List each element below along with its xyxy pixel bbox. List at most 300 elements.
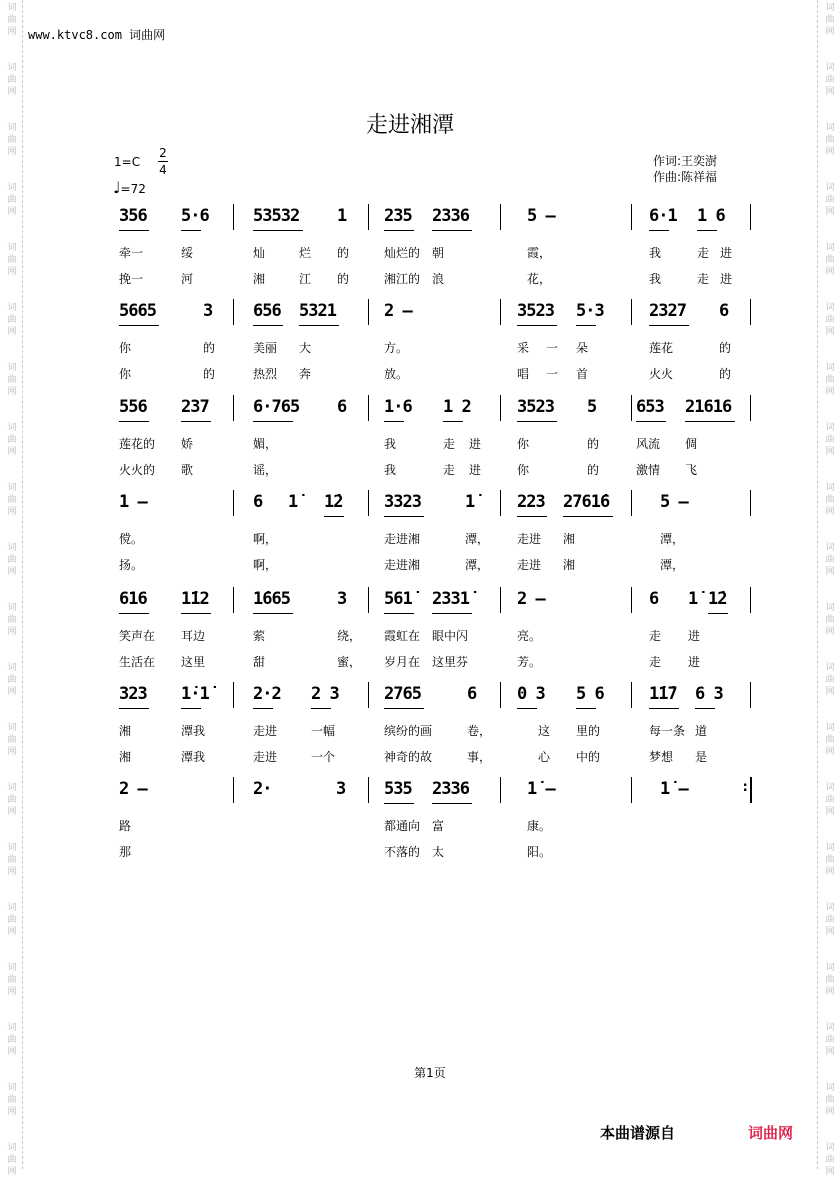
- lyric-verse-1: 潭，: [465, 532, 490, 546]
- quarter-note-icon: ♩: [113, 178, 121, 197]
- lyric-verse-2: 首: [576, 367, 589, 381]
- time-bottom: 4: [159, 163, 167, 177]
- lyric-verse-2: 中的: [576, 750, 601, 764]
- lyric-verse-2: 的: [203, 367, 216, 381]
- lyricist: 作词:王奕澍: [653, 154, 718, 168]
- watermark-text: 词 曲 网: [7, 963, 17, 997]
- lyric-verse-2: 心: [538, 750, 551, 764]
- note-group: 6·765: [253, 397, 300, 417]
- composer: 作曲:陈祥福: [653, 170, 718, 184]
- lyric-verse-1: 大: [299, 341, 312, 355]
- watermark-text: 词 曲 网: [7, 3, 17, 37]
- lyric-verse-2: 事，: [467, 750, 492, 764]
- note-group: 3523: [517, 397, 554, 417]
- beam-underline: [432, 613, 472, 614]
- beam-underline: [649, 325, 689, 326]
- bar-line: [368, 490, 369, 516]
- watermark-text: 词 曲 网: [825, 723, 835, 757]
- source-label: 本曲谱源自: [600, 1124, 676, 1142]
- note-group: 2765: [384, 684, 421, 704]
- lyric-verse-1: 眼中闪: [432, 629, 469, 643]
- lyric-verse-1: 走进: [253, 724, 278, 738]
- watermark-text: 词 曲 网: [7, 183, 17, 217]
- beam-underline: [517, 708, 537, 709]
- beam-underline: [517, 516, 547, 517]
- lyric-verse-1: 亮。: [517, 629, 542, 643]
- bar-line: [500, 490, 501, 516]
- lyric-verse-1: 啊，: [253, 532, 278, 546]
- watermark-text: 词 曲 网: [7, 663, 17, 697]
- watermark-text: 词 曲 网: [825, 363, 835, 397]
- lyric-verse-2: 奔: [299, 367, 312, 381]
- lyric-verse-1: 走: [443, 437, 456, 451]
- bar-line: [368, 777, 369, 803]
- bar-line: [233, 682, 234, 708]
- lyric-verse-1: 傥。: [119, 532, 144, 546]
- notation-line: [0, 293, 840, 333]
- lyric-verse-1: 美丽: [253, 341, 278, 355]
- beam-underline: [384, 708, 424, 709]
- bar-line: [750, 395, 751, 421]
- lyric-verse-2: 走: [649, 655, 662, 669]
- beam-underline: [119, 230, 149, 231]
- lyric-verse-2: 这里芬: [432, 655, 469, 669]
- lyric-verse-1: 走: [649, 629, 662, 643]
- lyric-verse-2: 潭，: [465, 558, 490, 572]
- note-group: 223: [517, 492, 545, 512]
- watermark-text: 词 曲 网: [825, 603, 835, 637]
- beam-underline: [563, 516, 613, 517]
- site-url[interactable]: www.ktvc8.com 词曲网: [28, 28, 166, 42]
- bar-line: [750, 682, 751, 708]
- note-group: 653: [636, 397, 664, 417]
- beam-underline: [517, 421, 557, 422]
- lyric-verse-2: 进: [469, 463, 482, 477]
- lyric-verse-2: 湘: [253, 272, 266, 286]
- bar-line: [368, 587, 369, 613]
- lyric-verse-2: 进: [688, 655, 701, 669]
- lyric-verse-1: 道: [695, 724, 708, 738]
- lyric-verse-2: 岁月在: [384, 655, 421, 669]
- watermark-text: 词 曲 网: [825, 123, 835, 157]
- note-group: 1̇12: [181, 589, 209, 609]
- bar-line: [750, 587, 751, 613]
- beam-underline: [253, 613, 293, 614]
- lyric-verse-2: 湘江的: [384, 272, 421, 286]
- credits: [653, 153, 717, 185]
- note-group: 616: [119, 589, 147, 609]
- beam-underline: [384, 613, 414, 614]
- watermark-text: 词 曲 网: [7, 423, 17, 457]
- notation-line: [0, 676, 840, 716]
- note-group: 6: [467, 684, 477, 704]
- watermark-text: 词 曲 网: [825, 303, 835, 337]
- lyric-verse-1: 潭我: [181, 724, 206, 738]
- beam-underline: [253, 708, 273, 709]
- lyric-verse-2: 走: [443, 463, 456, 477]
- note-group: 6: [719, 301, 729, 321]
- note-group: 2336: [432, 779, 469, 799]
- lyric-verse-1: 一: [546, 341, 559, 355]
- lyric-verse-2: 啊，: [253, 558, 278, 572]
- lyric-verse-1: 缤纷的画: [384, 724, 433, 738]
- beam-underline: [181, 613, 211, 614]
- lyric-verse-2: 扬。: [119, 558, 144, 572]
- lyric-verse-1: 每一条: [649, 724, 686, 738]
- lyric-verse-1: 莲花的: [119, 437, 156, 451]
- notation-line: [0, 581, 840, 621]
- beam-underline: [119, 325, 159, 326]
- lyric-verse-1: 路: [119, 819, 132, 833]
- lyric-verse-1: 这: [538, 724, 551, 738]
- lyric-verse-1: 进: [688, 629, 701, 643]
- note-group: 1 2: [443, 397, 471, 417]
- note-group: 5·6: [181, 206, 209, 226]
- watermark-text: 词 曲 网: [825, 1023, 835, 1057]
- note-group: 1 6: [697, 206, 725, 226]
- note-group: 5 6: [576, 684, 604, 704]
- lyric-verse-1: 倜: [685, 437, 698, 451]
- tempo-marking: [113, 178, 146, 197]
- watermark-text: 词 曲 网: [825, 843, 835, 877]
- bar-line: [750, 299, 751, 325]
- bar-line: [233, 204, 234, 230]
- lyric-verse-1: 我: [384, 437, 397, 451]
- lyric-verse-2: 你: [517, 463, 530, 477]
- note-group: 2761̇6: [563, 492, 610, 512]
- note-group: 53532: [253, 206, 300, 226]
- note-group: 1̇: [465, 492, 475, 512]
- bar-line: [368, 395, 369, 421]
- bar-line: [631, 204, 632, 230]
- lyric-verse-2: 不落的: [384, 845, 421, 859]
- note-group: 3: [337, 589, 347, 609]
- beam-underline: [384, 230, 414, 231]
- lyric-verse-2: 我: [649, 272, 662, 286]
- note-group: 1̇ –: [527, 779, 555, 799]
- lyric-verse-1: 娇: [181, 437, 194, 451]
- watermark-text: 词 曲 网: [7, 1143, 17, 1177]
- lyric-verse-2: 潭我: [181, 750, 206, 764]
- lyric-verse-2: 的: [587, 463, 600, 477]
- lyric-verse-1: 康。: [527, 819, 552, 833]
- lyric-verse-2: 阳。: [527, 845, 552, 859]
- watermark-text: 词 曲 网: [7, 543, 17, 577]
- lyric-verse-2: 芳。: [517, 655, 542, 669]
- lyric-verse-1: 采: [517, 341, 530, 355]
- lyric-verse-1: 牵一: [119, 246, 144, 260]
- bar-line: [233, 587, 234, 613]
- note-group: 6·1: [649, 206, 677, 226]
- beam-underline: [576, 325, 596, 326]
- lyric-verse-2: 浪: [432, 272, 445, 286]
- note-group: 1̇·1̇: [181, 684, 209, 704]
- watermark-text: 词 曲 网: [825, 663, 835, 697]
- lyric-verse-1: 走进: [517, 532, 542, 546]
- lyric-verse-1: 朵: [576, 341, 589, 355]
- page-number: 第1页: [414, 1066, 446, 1080]
- beam-underline: [253, 230, 303, 231]
- lyric-verse-1: 我: [649, 246, 662, 260]
- beam-underline: [517, 325, 557, 326]
- lyric-verse-1: 进: [720, 246, 733, 260]
- note-group: 6 3: [695, 684, 723, 704]
- beam-underline: [181, 421, 211, 422]
- watermark-text: 词 曲 网: [825, 543, 835, 577]
- note-group: 2·: [253, 779, 272, 799]
- lyric-verse-1: 绥: [181, 246, 194, 260]
- note-group: 3: [203, 301, 213, 321]
- lyric-verse-1: 湘: [119, 724, 132, 738]
- lyric-verse-2: 湘: [563, 558, 576, 572]
- watermark-text: 词 曲 网: [825, 1083, 835, 1117]
- watermark-text: 词 曲 网: [825, 1143, 835, 1177]
- lyric-verse-2: 潭，: [660, 558, 685, 572]
- lyric-verse-1: 你: [119, 341, 132, 355]
- note-group: 3: [336, 779, 346, 799]
- beam-underline: [119, 708, 149, 709]
- note-group: 2 –: [517, 589, 545, 609]
- lyric-verse-2: 火火的: [119, 463, 156, 477]
- notation-line: [0, 771, 840, 811]
- watermark-text: 词 曲 网: [7, 483, 17, 517]
- watermark-text: 词 曲 网: [825, 783, 835, 817]
- bar-line: [233, 777, 234, 803]
- watermark-text: 词 曲 网: [7, 843, 17, 877]
- note-group: 1 –: [119, 492, 147, 512]
- beam-underline: [576, 708, 596, 709]
- beam-underline: [181, 230, 201, 231]
- watermark-text: 词 曲 网: [7, 783, 17, 817]
- note-group: 656: [253, 301, 281, 321]
- lyric-verse-2: 花，: [527, 272, 552, 286]
- lyric-verse-1: 萦: [253, 629, 266, 643]
- time-signature: [158, 146, 168, 177]
- note-group: 5 –: [527, 206, 555, 226]
- note-group: 1·6: [384, 397, 412, 417]
- lyric-verse-1: 的: [337, 246, 350, 260]
- beam-underline: [253, 421, 293, 422]
- note-group: 1̇2: [708, 589, 727, 609]
- note-group: 1̇665: [253, 589, 290, 609]
- watermark-text: 词 曲 网: [7, 243, 17, 277]
- lyric-verse-2: 江: [299, 272, 312, 286]
- lyric-verse-1: 卷，: [467, 724, 492, 738]
- bar-line: [631, 299, 632, 325]
- lyric-verse-1: 走进湘: [384, 532, 421, 546]
- lyric-verse-1: 里的: [576, 724, 601, 738]
- lyric-verse-1: 湘: [563, 532, 576, 546]
- lyric-verse-1: 风流: [636, 437, 661, 451]
- watermark-text: 词 曲 网: [825, 903, 835, 937]
- lyric-verse-2: 唱: [517, 367, 530, 381]
- lyric-verse-2: 的: [719, 367, 732, 381]
- beam-underline: [384, 421, 404, 422]
- lyric-verse-2: 一个: [311, 750, 336, 764]
- note-group: 5665: [119, 301, 156, 321]
- key-signature: 1=C: [114, 155, 141, 169]
- beam-underline: [119, 613, 149, 614]
- tempo-value: =72: [120, 182, 146, 196]
- lyric-verse-2: 生活在: [119, 655, 156, 669]
- watermark-text: 词 曲 网: [825, 183, 835, 217]
- lyric-verse-1: 一幅: [311, 724, 336, 738]
- bar-line: [631, 490, 632, 516]
- beam-underline: [443, 421, 463, 422]
- lyric-verse-1: 你: [517, 437, 530, 451]
- lyric-verse-1: 富: [432, 819, 445, 833]
- note-group: 323: [119, 684, 147, 704]
- note-group: 535: [384, 779, 412, 799]
- time-top: 2: [159, 146, 167, 160]
- brand-logo[interactable]: 词曲网: [748, 1124, 794, 1142]
- beam-underline: [384, 803, 414, 804]
- lyric-verse-2: 甜: [253, 655, 266, 669]
- lyric-verse-2: 放。: [384, 367, 409, 381]
- lyric-verse-1: 霞虹在: [384, 629, 421, 643]
- lyric-verse-2: 太: [432, 845, 445, 859]
- lyric-verse-2: 那: [119, 845, 132, 859]
- bar-line: [750, 490, 751, 516]
- lyric-verse-1: 灿烂的: [384, 246, 421, 260]
- lyric-verse-2: 你: [119, 367, 132, 381]
- note-group: 0 3: [517, 684, 545, 704]
- bar-line: [631, 777, 632, 803]
- lyric-verse-2: 走进: [517, 558, 542, 572]
- bar-line: [750, 204, 751, 230]
- lyric-verse-1: 的: [203, 341, 216, 355]
- note-group: 21616: [685, 397, 732, 417]
- lyric-verse-2: 神奇的故: [384, 750, 433, 764]
- note-group: 1̇: [688, 589, 698, 609]
- watermark-text: 词 曲 网: [7, 63, 17, 97]
- lyric-verse-1: 的: [587, 437, 600, 451]
- note-group: 1: [337, 206, 347, 226]
- repeat-sign-icon: :: [741, 779, 749, 795]
- lyric-verse-2: 走: [697, 272, 710, 286]
- note-group: 5: [587, 397, 597, 417]
- lyric-verse-1: 莲花: [649, 341, 674, 355]
- note-group: 2327: [649, 301, 686, 321]
- bar-line: [500, 587, 501, 613]
- watermark-text: 词 曲 网: [825, 963, 835, 997]
- beam-underline: [384, 516, 424, 517]
- lyric-verse-1: 进: [469, 437, 482, 451]
- lyric-verse-2: 走进湘: [384, 558, 421, 572]
- watermark-text: 词 曲 网: [7, 303, 17, 337]
- bar-line: [500, 395, 501, 421]
- lyric-verse-2: 河: [181, 272, 194, 286]
- notation-line: [0, 484, 840, 524]
- watermark-text: 词 曲 网: [7, 723, 17, 757]
- beam-underline: [695, 708, 715, 709]
- lyric-verse-2: 走进: [253, 750, 278, 764]
- lyric-verse-2: 蜜，: [337, 655, 362, 669]
- lyric-verse-2: 热烈: [253, 367, 278, 381]
- note-group: 5·3: [576, 301, 604, 321]
- beam-underline: [253, 325, 283, 326]
- watermark-text: 词 曲 网: [825, 243, 835, 277]
- lyric-verse-2: 的: [337, 272, 350, 286]
- notation-line: [0, 198, 840, 238]
- watermark-text: 词 曲 网: [7, 1083, 17, 1117]
- lyric-verse-2: 这里: [181, 655, 206, 669]
- beam-underline: [432, 230, 472, 231]
- lyric-verse-1: 都通向: [384, 819, 421, 833]
- note-group: 2 –: [119, 779, 147, 799]
- lyric-verse-1: 朝: [432, 246, 445, 260]
- bar-line: [368, 682, 369, 708]
- note-group: 356: [119, 206, 147, 226]
- note-group: 2 –: [384, 301, 412, 321]
- bar-line: [233, 490, 234, 516]
- bar-line: [631, 587, 632, 613]
- beam-underline: [324, 516, 344, 517]
- note-group: 237: [181, 397, 209, 417]
- lyric-verse-2: 挽一: [119, 272, 144, 286]
- beam-underline: [636, 421, 666, 422]
- note-group: 6: [253, 492, 263, 512]
- lyric-verse-2: 谣，: [253, 463, 278, 477]
- note-group: 1̇1̇7: [649, 684, 677, 704]
- note-group: 6: [649, 589, 659, 609]
- lyric-verse-1: 烂: [299, 246, 312, 260]
- note-group: 2·2: [253, 684, 281, 704]
- watermark-text: 词 曲 网: [825, 3, 835, 37]
- lyric-verse-2: 梦想: [649, 750, 674, 764]
- bar-line: [500, 682, 501, 708]
- lyric-verse-2: 进: [720, 272, 733, 286]
- bar-line: [631, 682, 632, 708]
- watermark-text: 词 曲 网: [825, 63, 835, 97]
- lyric-verse-1: 的: [719, 341, 732, 355]
- beam-underline: [432, 803, 472, 804]
- note-group: 3323: [384, 492, 421, 512]
- beam-underline: [119, 421, 149, 422]
- note-group: 561̇: [384, 589, 412, 609]
- note-group: 1̇ –: [660, 779, 688, 799]
- notation-line: [0, 389, 840, 429]
- lyric-verse-2: 湘: [119, 750, 132, 764]
- bar-line: [750, 777, 752, 803]
- watermark-text: 词 曲 网: [7, 123, 17, 157]
- beam-underline: [181, 708, 201, 709]
- lyric-verse-1: 耳边: [181, 629, 206, 643]
- lyric-verse-2: 火火: [649, 367, 674, 381]
- watermark-text: 词 曲 网: [7, 603, 17, 637]
- bar-line: [233, 395, 234, 421]
- lyric-verse-1: 潭，: [660, 532, 685, 546]
- beam-underline: [649, 230, 669, 231]
- bar-line: [500, 204, 501, 230]
- watermark-text: 词 曲 网: [7, 1023, 17, 1057]
- lyric-verse-1: 霞，: [527, 246, 552, 260]
- note-group: 1̇2: [324, 492, 343, 512]
- lyric-verse-1: 方。: [384, 341, 409, 355]
- note-group: 556: [119, 397, 147, 417]
- lyric-verse-1: 媚，: [253, 437, 278, 451]
- lyric-verse-1: 笑声在: [119, 629, 156, 643]
- lyric-verse-2: 激情: [636, 463, 661, 477]
- bar-line: [233, 299, 234, 325]
- beam-underline: [685, 421, 735, 422]
- note-group: 2331̇: [432, 589, 469, 609]
- beam-underline: [311, 708, 331, 709]
- note-group: 6: [337, 397, 347, 417]
- watermark-text: 词 曲 网: [825, 423, 835, 457]
- lyric-verse-1: 灿: [253, 246, 266, 260]
- lyric-verse-1: 绕，: [337, 629, 362, 643]
